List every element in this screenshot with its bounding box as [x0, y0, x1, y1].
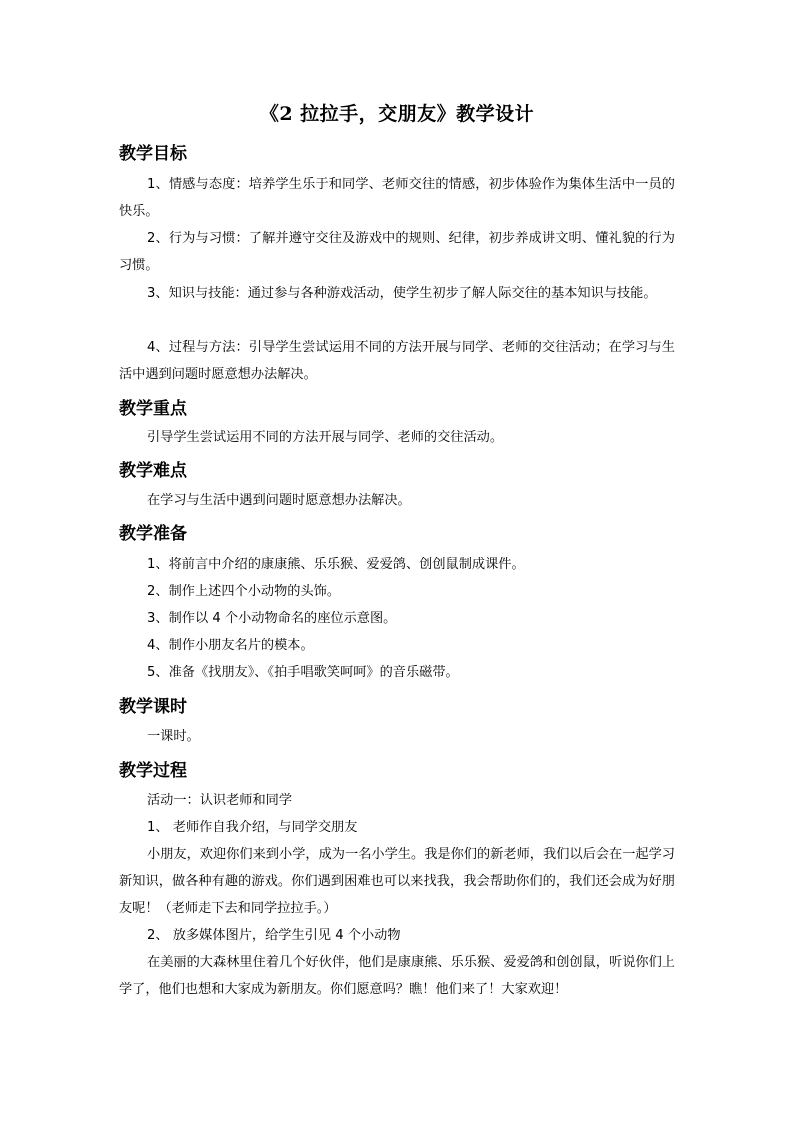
key-point-text: 引导学生尝试运用不同的方法开展与同学、老师的交往活动。 [147, 430, 504, 445]
goal-item: 3、知识与技能：通过参与各种游戏活动，使学生初步了解人际交往的基本知识与技能。 [147, 286, 657, 301]
process-paragraph: 小朋友，欢迎你们来到小学，成为一名小学生。我是你们的新老师，我们以后会在一起学习新知识，做各种有趣的游戏。你们遇到困难也可以来找我，我会帮助你们的，我们还会成为好朋友呢！（老师走下去和同学拉拉手。） [119, 847, 675, 916]
heading-teaching-process: 教学过程 [119, 761, 187, 781]
heading-class-hours: 教学课时 [119, 697, 187, 717]
activity-title: 活动一：认识老师和同学 [147, 793, 293, 808]
heading-teaching-goals: 教学目标 [119, 144, 187, 164]
process-step: 1、 老师作自我介绍，与同学交朋友 [147, 820, 358, 835]
heading-difficulty: 教学难点 [119, 461, 187, 481]
heading-preparation: 教学准备 [119, 524, 187, 544]
heading-key-point: 教学重点 [119, 399, 187, 419]
goal-item: 2、行为与习惯：了解并遵守交往及游戏中的规则、纪律，初步养成讲文明、懂礼貌的行为习惯。 [119, 231, 675, 273]
process-paragraph: 在美丽的大森林里住着几个好伙伴，他们是康康熊、乐乐猴、爱爱鸽和创创鼠，听说你们上学了，他们也想和大家成为新朋友。你们愿意吗？瞧！他们来了！大家欢迎！ [119, 955, 675, 997]
preparation-item: 1、将前言中介绍的康康熊、乐乐猴、爱爱鸽、创创鼠制成课件。 [147, 557, 525, 572]
difficulty-text: 在学习与生活中遇到问题时愿意想办法解决。 [147, 493, 411, 508]
document-title: 《2 拉拉手，交朋友》教学设计 [259, 103, 535, 125]
goal-item: 1、情感与态度：培养学生乐于和同学、老师交往的情感，初步体验作为集体生活中一员的快乐。 [119, 177, 675, 219]
goal-item: 4、过程与方法：引导学生尝试运用不同的方法开展与同学、老师的交往活动；在学习与生活中遇到问题时愿意想办法解决。 [119, 340, 675, 382]
process-step: 2、 放多媒体图片，给学生引见 4 个小动物 [147, 928, 401, 943]
preparation-item: 5、准备《找朋友》、《拍手唱歌笑呵呵》的音乐磁带。 [147, 665, 459, 680]
preparation-item: 3、制作以 4 个小动物命名的座位示意图。 [147, 611, 397, 626]
preparation-item: 4、制作小朋友名片的模本。 [147, 638, 314, 653]
preparation-item: 2、制作上述四个小动物的头饰。 [147, 584, 341, 599]
class-hours-text: 一课时。 [147, 729, 200, 744]
